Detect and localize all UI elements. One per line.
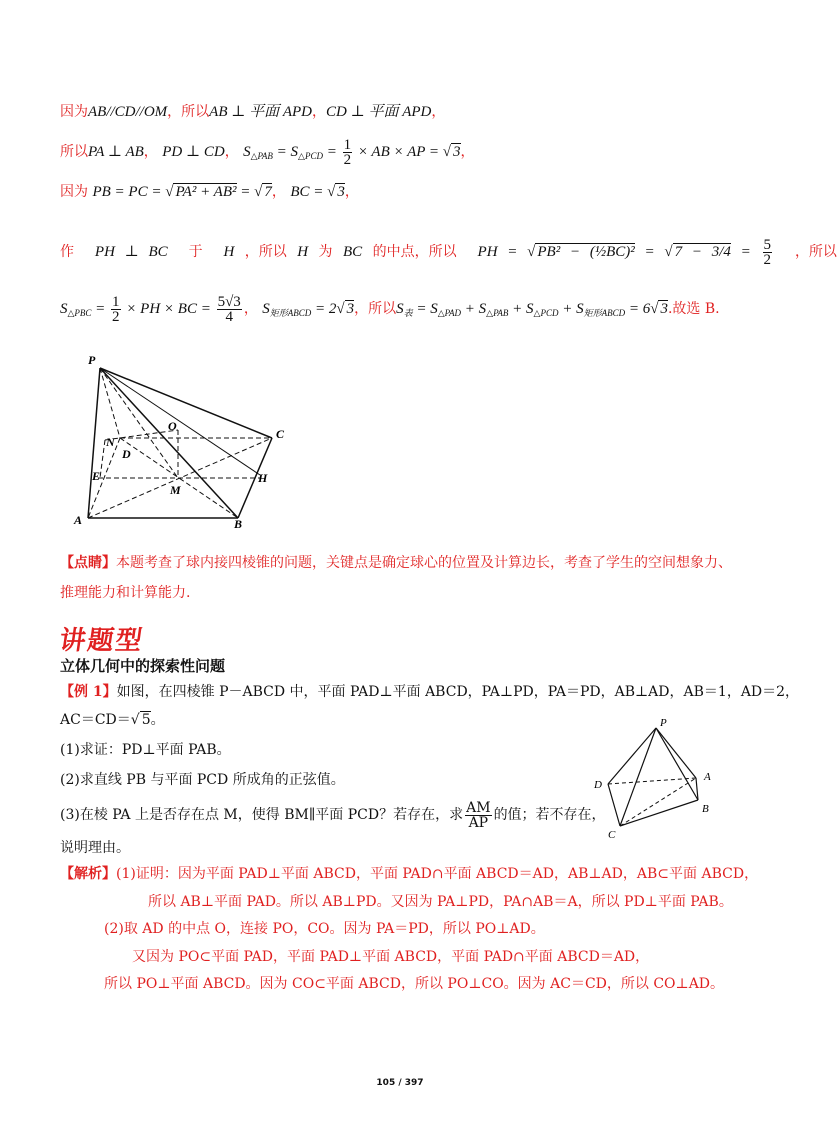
text: ， xyxy=(271,184,286,200)
subscript: △PCD xyxy=(298,151,323,161)
example-stem-1 xyxy=(60,682,799,702)
fraction-numerator: AM xyxy=(466,799,491,816)
math: + S xyxy=(461,301,487,317)
subscript: 表 xyxy=(403,308,413,318)
solution-line-3: 因为 PB = PC = √ PA² + AB² = √ 7， BC = √ 3， xyxy=(60,184,359,200)
subscript: △PBC xyxy=(67,308,92,318)
question-2: (2)求直线 PB 与平面 PCD 所成角的正弦值。 xyxy=(60,772,345,788)
math: = xyxy=(634,244,665,260)
example-stem-2: AC＝CD＝√ 5。 xyxy=(60,712,165,728)
page-number: 105 / 397 xyxy=(376,1078,424,1088)
subscript: 矩形ABCD xyxy=(583,308,626,318)
label-m: M xyxy=(170,483,181,497)
section-heading: 讲题型 xyxy=(57,626,146,656)
label-p: P xyxy=(660,717,667,729)
math: = 2 xyxy=(311,301,337,317)
subscript: △PCD xyxy=(533,308,559,318)
pyramid-figure-2 xyxy=(588,716,738,840)
edge-da xyxy=(608,778,696,784)
example-text: 。 xyxy=(150,712,165,728)
text: ， xyxy=(224,144,239,160)
text: 因为 xyxy=(60,104,88,120)
math: = xyxy=(322,144,341,160)
math: S xyxy=(60,301,68,317)
math: BC = xyxy=(290,184,328,200)
text: .故选 B. xyxy=(667,301,720,317)
text: 因为 xyxy=(60,184,88,200)
line-ne xyxy=(100,440,105,478)
sqrt-arg: 3 xyxy=(453,144,461,160)
label-e: E xyxy=(92,469,101,483)
solution-line-5: $S_{\triangle PBC}$ = $\frac{1}{2}$ × PH × BC = $\frac{5√3}{4}$ ， $S_{矩形ABCD} = 2√$ 3，所以$S_表 = S_{\triangle PAD} + S_{\triangle PAB} + S_{\triangle PCD} + S_{矩形ABCD} = 6√$ 3.故选 B. xyxy=(60,294,720,326)
text: ， xyxy=(243,301,258,317)
text: ， xyxy=(344,184,359,200)
math: AB ⊥ 平面 APD xyxy=(209,104,313,120)
text: ， xyxy=(431,104,446,120)
sqrt-arg: 3 xyxy=(346,301,355,317)
analysis-tag: 【解析】 xyxy=(60,866,116,882)
subscript: △PAB xyxy=(486,308,509,318)
math: = xyxy=(730,244,761,260)
edge-pa xyxy=(88,368,100,518)
diag-ca xyxy=(620,778,696,826)
text: 的中点，所以 xyxy=(372,244,457,260)
comment-text: 推理能力和计算能力. xyxy=(60,585,191,601)
fraction-numerator: 5 xyxy=(763,237,772,254)
subscript: 矩形ABCD xyxy=(269,308,312,318)
math: = 6 xyxy=(625,301,651,317)
section-subheading: 立体几何中的探索性问题 xyxy=(60,657,226,675)
analysis-line-4: 又因为 PO⊂平面 PAD，平面 PAD⊥平面 ABCD，平面 PAD∩平面 ABCD＝AD， xyxy=(132,949,650,965)
label-a: A xyxy=(704,771,711,783)
question-text: 的值；若不存在， xyxy=(493,807,606,823)
question-3 xyxy=(60,800,606,830)
math: + S xyxy=(508,301,534,317)
math: CD ⊥ 平面 APD xyxy=(326,104,432,120)
math: PD ⊥ CD xyxy=(162,144,225,160)
comment-line-2 xyxy=(60,583,190,603)
text: ，所以 xyxy=(244,244,287,260)
math: BC xyxy=(343,244,363,260)
example-text: 如图，在四棱锥 P－ABCD 中，平面 PAD⊥平面 ABCD，PA⊥PD，PA＝PD，AB⊥AD，AB＝1，AD＝2， xyxy=(116,684,800,700)
math: PB = PC = xyxy=(92,184,166,200)
analysis-line-2: 所以 AB⊥平面 PAD。所以 AB⊥PD。又因为 PA⊥PD，PA∩AB＝A，所以 PD⊥平面 PAB。 xyxy=(148,894,733,910)
text: 作 xyxy=(60,244,74,260)
math: × PH × BC = xyxy=(122,301,215,317)
math: = xyxy=(91,301,110,317)
analysis-text: (1)证明：因为平面 PAD⊥平面 ABCD，平面 PAD∩平面 ABCD＝AD，AB⊥AD，AB⊂平面 ABCD， xyxy=(116,866,759,882)
subscript: △PAB xyxy=(250,151,273,161)
analysis-line-1 xyxy=(60,864,758,884)
text: ， xyxy=(460,144,475,160)
label-o: O xyxy=(168,419,177,433)
text: ， xyxy=(312,104,327,120)
text: ，所以 xyxy=(167,104,210,120)
math: S xyxy=(243,144,251,160)
label-b: B xyxy=(234,517,243,531)
math: PH = xyxy=(477,244,528,260)
comment-tag: 【点睛】 xyxy=(60,555,116,571)
sqrt-arg: 5 xyxy=(141,712,151,728)
question-1: (1)求证：PD⊥平面 PAB。 xyxy=(60,742,231,758)
math: = S xyxy=(272,144,299,160)
math: S xyxy=(262,301,270,317)
fraction-denominator: AP xyxy=(468,814,489,831)
label-h: H xyxy=(258,471,268,485)
fraction-denominator: 2 xyxy=(112,309,120,326)
math: S xyxy=(396,301,404,317)
edge-pb xyxy=(100,368,238,518)
edge-pc xyxy=(100,368,272,438)
sqrt-arg: 7 − 3/4 xyxy=(674,244,731,260)
edge-dc xyxy=(608,784,620,826)
label-d: D xyxy=(122,447,131,461)
question-text: (3)在棱 PA 上是否存在点 M，使得 BM∥平面 PCD？若存在，求 xyxy=(60,807,464,823)
edge-cb xyxy=(620,800,698,826)
math: × AB × AP = xyxy=(354,144,443,160)
math: AB//CD//OM xyxy=(88,104,168,120)
fraction-numerator: 1 xyxy=(343,137,352,154)
label-b: B xyxy=(702,803,709,815)
sqrt-arg: PA² + AB² xyxy=(175,184,237,200)
fraction-numerator: 1 xyxy=(112,294,120,311)
text: ，所以 xyxy=(794,244,837,260)
math: + S xyxy=(558,301,584,317)
fraction-denominator: 2 xyxy=(763,252,772,269)
comment-line-1 xyxy=(60,553,732,573)
fraction-denominator: 4 xyxy=(225,309,233,326)
label-p: P xyxy=(88,353,96,367)
edge-pb xyxy=(656,728,698,800)
label-n: N xyxy=(106,435,115,449)
sqrt-arg: 7 xyxy=(264,184,272,200)
solution-line-1 xyxy=(60,102,445,122)
math: PH ⊥ BC xyxy=(94,244,168,260)
math: H xyxy=(297,244,309,260)
question-3-line-2: 说明理由。 xyxy=(60,840,130,856)
edge-pc xyxy=(620,728,656,826)
example-tag: 【例 1】 xyxy=(60,684,117,700)
edge-pa xyxy=(656,728,696,778)
math: PA ⊥ AB xyxy=(88,144,144,160)
text: 于 xyxy=(188,244,203,260)
text: 所以 xyxy=(60,144,88,160)
fraction-numerator: 5√3 xyxy=(217,294,241,311)
example-text: AC＝CD＝ xyxy=(60,712,131,728)
solution-line-2: 所以PA ⊥ AB， PD ⊥ CD， $S_{\triangle PAB} = S_{\triangle PCD}$ = $\frac{1}{2}$ × AB × AP = √ 3， xyxy=(60,137,475,169)
label-d: D xyxy=(594,779,602,791)
label-c: C xyxy=(608,829,616,841)
sqrt-arg: PB² − (½BC)² xyxy=(537,244,635,260)
text: ， xyxy=(143,144,158,160)
pyramid-figure-1 xyxy=(60,350,310,530)
comment-text: 本题考查了球内接四棱锥的问题，关键点是确定球心的位置及计算边长，考查了学生的空间想象力、 xyxy=(116,555,732,571)
label-a: A xyxy=(74,513,83,527)
text: 为 xyxy=(318,244,333,260)
sqrt-arg: 3 xyxy=(660,301,668,317)
text: ，所以 xyxy=(354,301,397,317)
math: = S xyxy=(412,301,438,317)
analysis-line-5: 所以 PO⊥平面 ABCD。因为 CO⊂平面 ABCD，所以 PO⊥CO。因为 AC＝CD，所以 CO⊥AD。 xyxy=(104,976,725,992)
math: = xyxy=(236,184,255,200)
edge-pd xyxy=(608,728,656,784)
solution-line-4: 作 PH ⊥ BC 于 H ，所以 H 为 BC 的中点，所以 PH = √ PB² − (½BC)² = √ 7 − 3/4 = $\frac{5}{2}$ ，所以 xyxy=(60,237,837,269)
math: H xyxy=(223,244,235,260)
fraction-denominator: 2 xyxy=(343,152,352,169)
label-c: C xyxy=(276,427,285,441)
sqrt-arg: 3 xyxy=(337,184,345,200)
analysis-line-3: (2)取 AD 的中点 O，连接 PO，CO。因为 PA＝PD，所以 PO⊥AD。 xyxy=(104,921,545,937)
subscript: △PAD xyxy=(437,308,462,318)
